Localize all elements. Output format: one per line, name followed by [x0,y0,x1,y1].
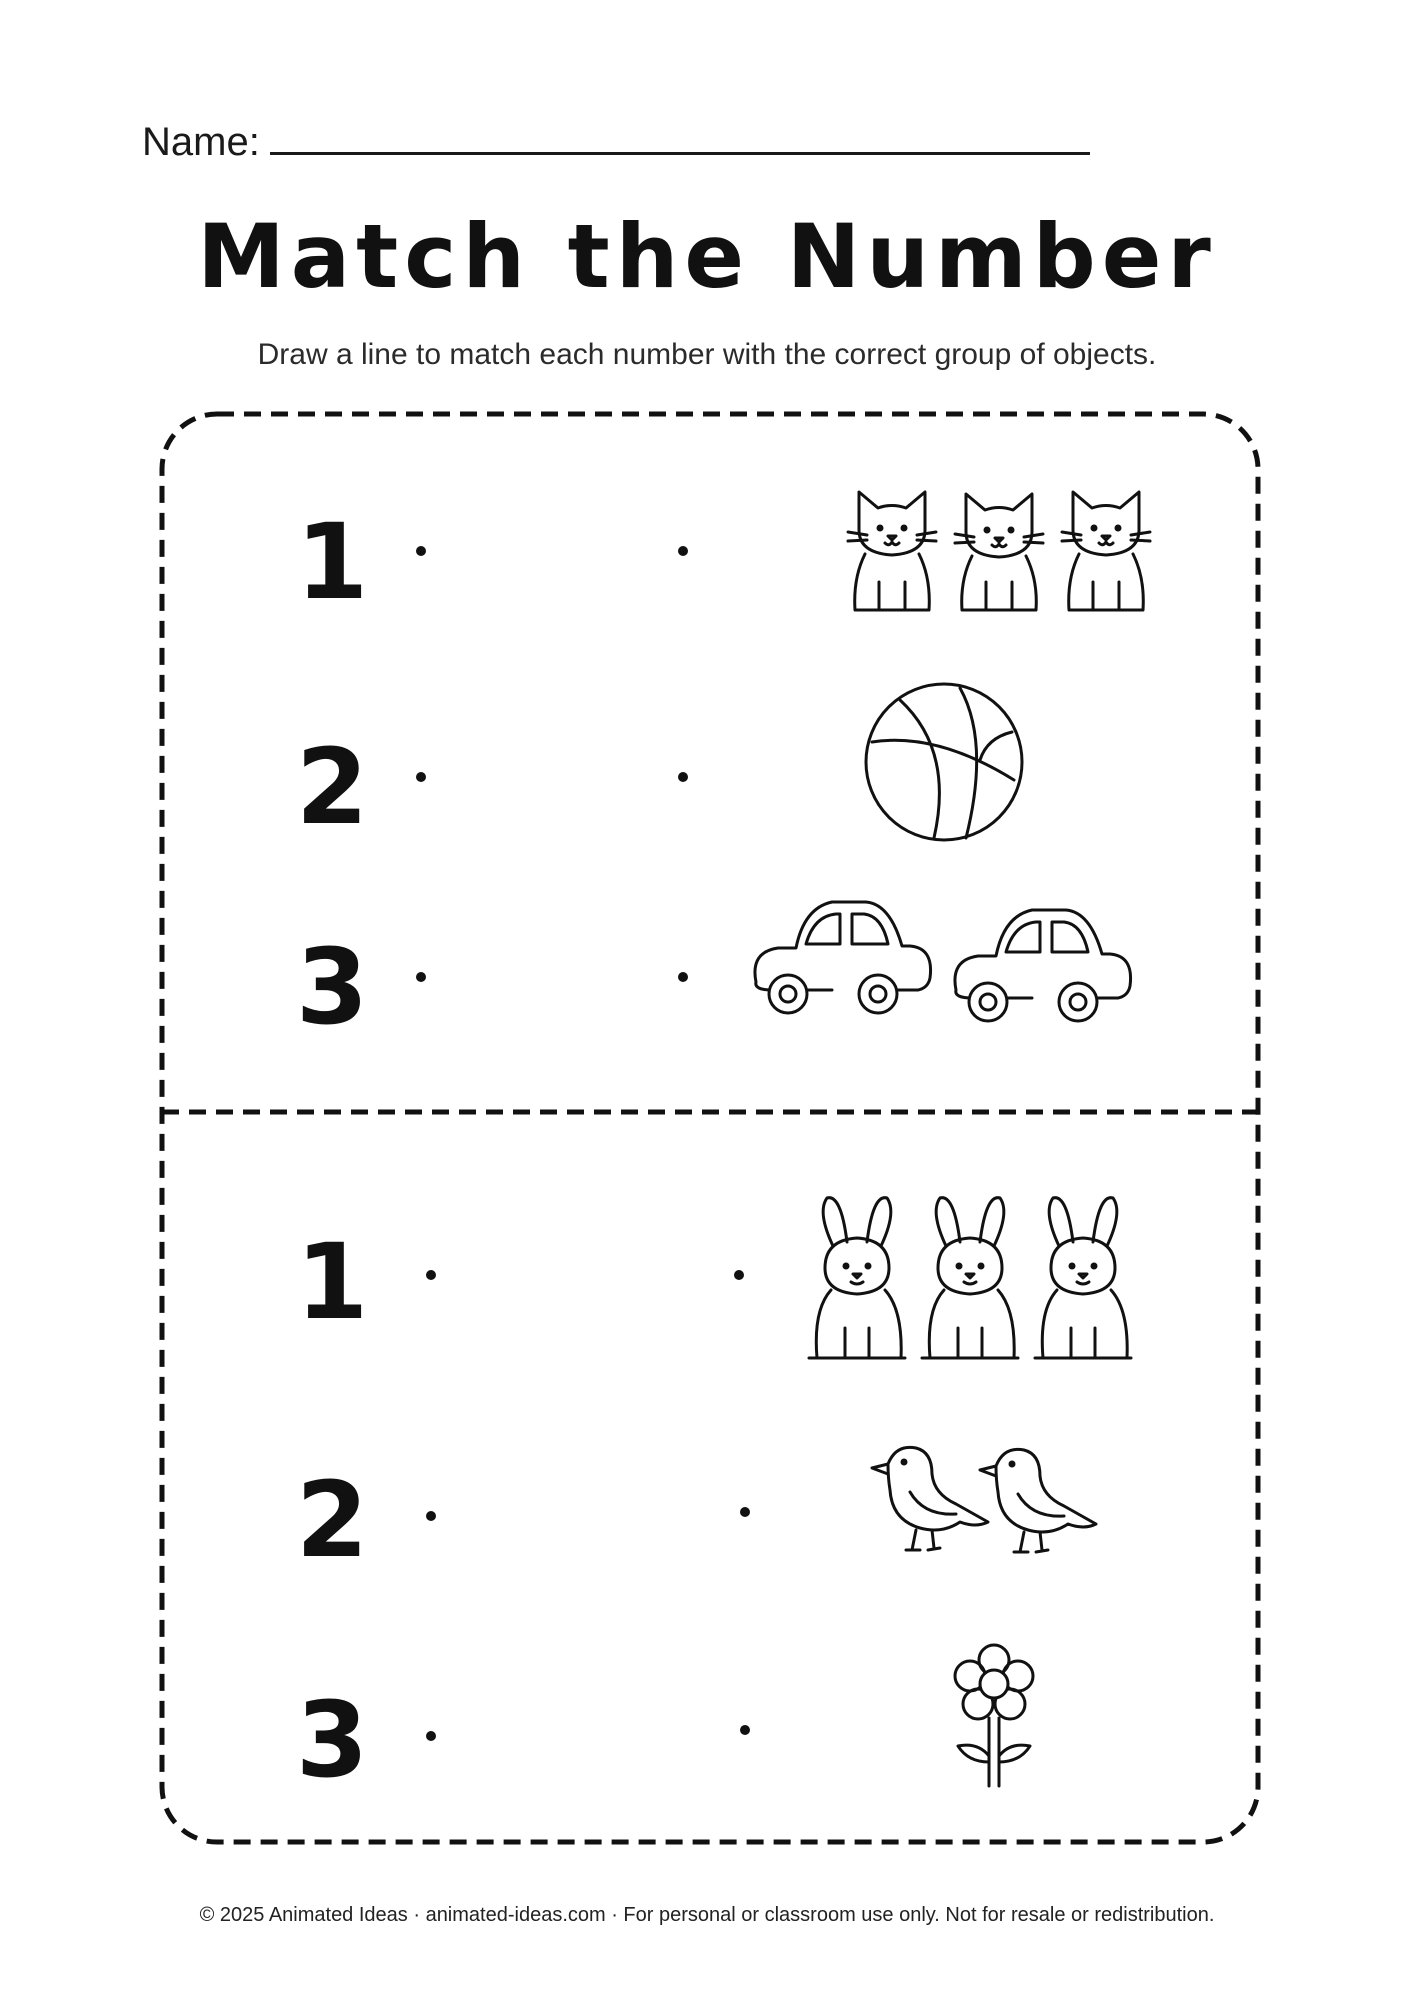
number-match-dot[interactable] [416,546,426,556]
picture-match-dot[interactable] [740,1507,750,1517]
ball-group [862,680,1026,844]
number-match-dot[interactable] [426,1511,436,1521]
picture-match-dot[interactable] [740,1725,750,1735]
bird-icon [872,1447,988,1550]
number-match-dot[interactable] [416,972,426,982]
number-match-dot[interactable] [426,1270,436,1280]
bird-icon [980,1449,1096,1552]
cat-icon [1062,492,1150,610]
cat-icon [848,492,936,610]
rabbit-icon [1035,1198,1131,1358]
copyright-footer: © 2025 Animated Ideas · animated-ideas.com · For personal or classroom use only. Not for resale or redistribution. [199,1904,1215,1926]
page-title: Match the Number [197,205,1217,308]
number-label: 2 [295,1459,369,1581]
name-label: Name: [142,120,260,164]
picture-match-dot[interactable] [678,546,688,556]
car-group [748,890,1138,1020]
number-match-dot[interactable] [416,772,426,782]
rabbit-group [805,1192,1135,1362]
number-match-dot[interactable] [426,1731,436,1741]
rabbit-icon [922,1198,1018,1358]
number-label: 3 [295,926,369,1048]
picture-match-dot[interactable] [678,972,688,982]
car-icon [755,902,931,1013]
cat-group [845,478,1155,618]
flower-icon [944,1640,1044,1790]
cat-icon [955,494,1043,610]
ball-icon [862,680,1026,844]
car-icon [955,910,1131,1021]
rabbit-icon [809,1198,905,1358]
number-label: 2 [295,726,369,848]
number-label: 1 [295,501,369,623]
bird-group [870,1438,1120,1568]
flower-group [944,1640,1044,1790]
picture-match-dot[interactable] [678,772,688,782]
instructions: Draw a line to match each number with the correct group of objects. [257,338,1157,371]
number-label: 1 [295,1221,369,1343]
picture-match-dot[interactable] [734,1270,744,1280]
number-label: 3 [295,1679,369,1801]
